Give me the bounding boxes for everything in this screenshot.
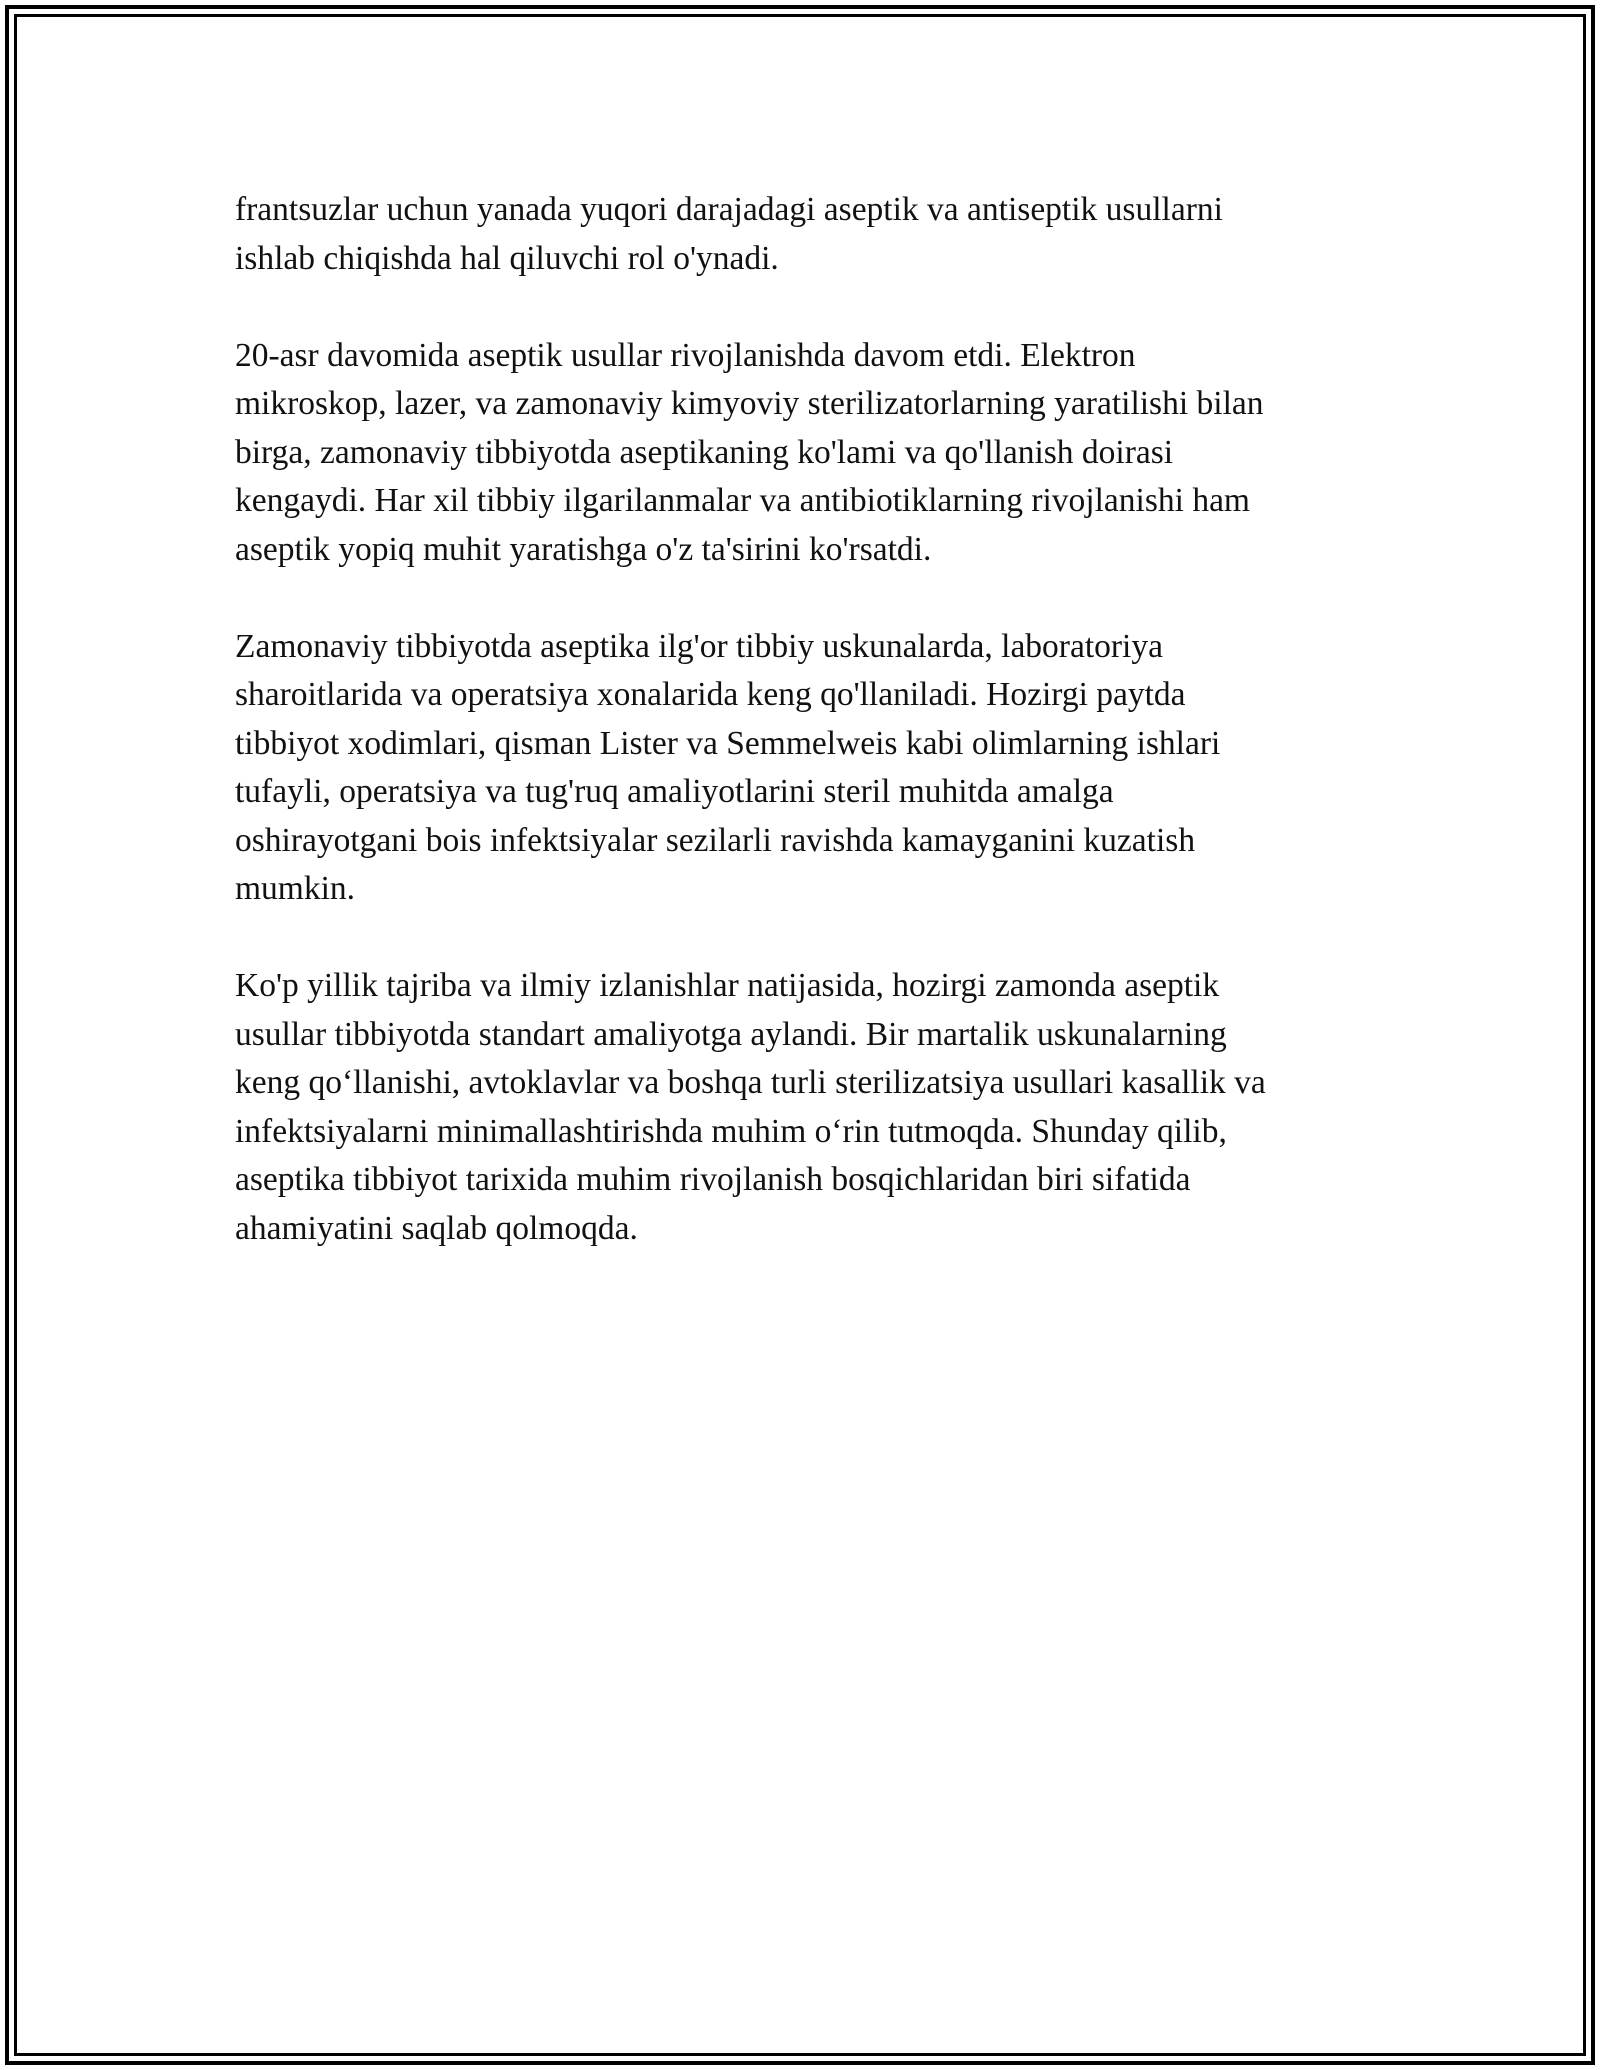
text-line: aseptika tibbiyot tarixida muhim rivojlanish bosqichlaridan biri sifatida bbox=[235, 1161, 1191, 1198]
text-line: Zamonaviy tibbiyotda aseptika ilg'or tibbiy uskunalarda, laboratoriya bbox=[235, 627, 1163, 665]
text-line: keng qo‘llanishi, avtoklavlar va boshqa turli sterilizatsiya usullari kasallik va bbox=[235, 1064, 1266, 1101]
text-line: ahamiyatini saqlab qolmoqda. bbox=[235, 1209, 638, 1247]
paragraph-2 bbox=[235, 332, 1375, 575]
text-line: sharoitlarida va operatsiya xonalarida keng qo'llaniladi. Hozirgi paytda bbox=[235, 676, 1186, 713]
text-line: mikroskop, lazer, va zamonaviy kimyoviy sterilizatorlarning yaratilishi bilan bbox=[235, 385, 1264, 422]
text-line: tibbiyot xodimlari, qisman Lister va Semmelweis kabi olimlarning ishlari bbox=[235, 724, 1221, 762]
paragraph-4 bbox=[235, 962, 1375, 1253]
text-line: aseptik yopiq muhit yaratishga o'z ta'sirini ko'rsatdi. bbox=[235, 530, 932, 568]
text-line: usullar tibbiyotda standart amaliyotga aylandi. Bir martalik uskunalarning bbox=[235, 1015, 1227, 1053]
text-line: ishlab chiqishda hal qiluvchi rol o'ynadi. bbox=[235, 239, 779, 277]
text-line: kengaydi. Har xil tibbiy ilgarilanmalar va antibiotiklarning rivojlanishi ham bbox=[235, 482, 1250, 519]
text-line: frantsuzlar uchun yanada yuqori darajadagi aseptik va antiseptik usullarni bbox=[235, 191, 1223, 228]
paragraph-3 bbox=[235, 623, 1375, 914]
text-line: mumkin. bbox=[235, 870, 356, 907]
text-line: Ko'p yillik tajriba va ilmiy izlanishlar natijasida, hozirgi zamonda aseptik bbox=[235, 967, 1220, 1004]
text-line: tufayli, operatsiya va tug'ruq amaliyotlarini steril muhitda amalga bbox=[235, 773, 1114, 810]
text-line: infektsiyalarni minimallashtirishda muhim o‘rin tutmoqda. Shunday qilib, bbox=[235, 1112, 1227, 1150]
paragraph-1 bbox=[235, 186, 1375, 283]
text-line: 20-asr davomida aseptik usullar rivojlanishda davom etdi. Elektron bbox=[235, 336, 1136, 374]
text-line: oshirayotgani bois infektsiyalar sezilarli ravishda kamayganini kuzatish bbox=[235, 821, 1196, 859]
document-body bbox=[235, 186, 1375, 1302]
text-line: birga, zamonaviy tibbiyotda aseptikaning ko'lami va qo'llanish doirasi bbox=[235, 433, 1174, 471]
